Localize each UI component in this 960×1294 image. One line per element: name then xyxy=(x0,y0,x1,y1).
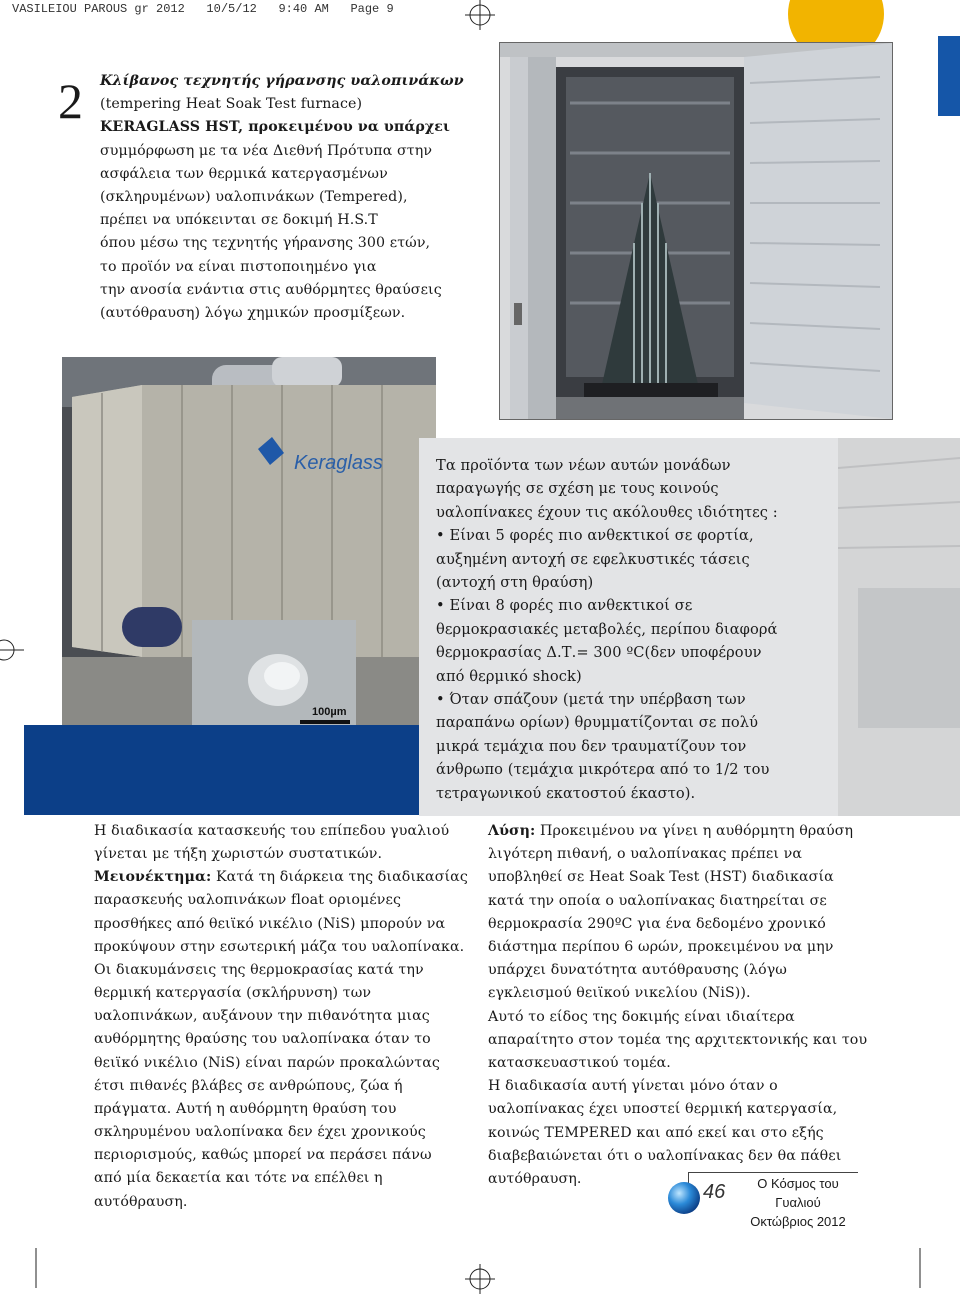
left-line: σκληρυμένου υαλοπίνακα δεν έχει χρονικούς xyxy=(94,1124,426,1141)
disadvantage-label: Μειονέκτημα: xyxy=(94,869,212,886)
side-photo-strip xyxy=(838,438,960,816)
registration-mark-top xyxy=(463,0,497,30)
page-number: 46 xyxy=(703,1181,726,1203)
left-line: έτσι πιθανές βλάβες σε ανθρώπους, ζώα ή xyxy=(94,1077,403,1094)
crop-mark-bottom-right xyxy=(918,1248,942,1288)
right-line: κατασκευαστικού τομέα. xyxy=(488,1055,671,1072)
left-line: υαλοπινάκων, αυξάνουν την πιθανότητα μιας xyxy=(94,1008,430,1025)
right-line: κοινώς TEMPERED και από εκεί και στο εξής xyxy=(488,1124,824,1141)
properties-line: αυξημένη αντοχή σε εφελκυστικές τάσεις xyxy=(436,550,750,568)
right-line: Η διαδικασία αυτή γίνεται μόνο όταν ο xyxy=(488,1078,778,1095)
left-line: θειϊκό νικέλιο (NiS) είναι παρών προκαλώντας xyxy=(94,1054,440,1071)
left-line: προκύψουν στην εσωτερική μάζα του υαλοπίνακα. xyxy=(94,938,465,955)
blue-edge-tab xyxy=(938,36,960,116)
right-line: απαραίτητο στον τομέα της αρχιτεκτονικής και του xyxy=(488,1031,868,1048)
properties-line: • Είναι 5 φορές πιο ανθεκτικοί σε φορτία, xyxy=(436,527,754,545)
intro-line: (tempering Heat Soak Test furnace) xyxy=(100,96,363,113)
left-line xyxy=(94,866,474,889)
left-line: παρασκευής υαλοπινάκων float οριομένες xyxy=(94,892,401,909)
registration-mark-bottom xyxy=(463,1264,497,1294)
properties-line: υαλοπίνακες έχουν τις ακόλουθες ιδιότητες : xyxy=(436,503,778,521)
registration-mark-left xyxy=(0,630,24,670)
magazine-issue: Οκτώβριος 2012 xyxy=(750,1214,846,1229)
left-line: περιορισμούς, καθώς μπορεί να περάσει πάνω xyxy=(94,1147,432,1164)
intro-line: ασφάλεια των θερμικά κατεργασμένων xyxy=(100,165,388,182)
intro-line: πρέπει να υπόκεινται σε δοκιμή H.S.T xyxy=(100,212,378,229)
right-line: θερμοκρασία 290ºC για ένα δεδομένο χρονικό xyxy=(488,915,826,932)
right-line: υπάρχει δυνατότητα αυτόθραυσης (λόγω xyxy=(488,962,787,979)
left-line: Οι διακυμάνσεις της θερμοκρασίας κατά την xyxy=(94,961,424,978)
right-column xyxy=(488,820,888,1191)
footer-rule xyxy=(688,1172,858,1173)
section-number: 2 xyxy=(58,73,83,129)
left-line: θερμική κατεργασία (σκλήρυνση) των xyxy=(94,985,372,1002)
intro-line: Κλίβανος τεχνητής γήρανσης υαλοπινάκων xyxy=(100,73,464,89)
intro-line: την ανοσία ενάντια στις αυθόρμητες θραύσεις xyxy=(100,281,442,298)
right-line-rest: Προκειμένου να γίνει η αυθόρμητη θραύση xyxy=(535,823,854,839)
furnace-photo xyxy=(499,42,893,420)
intro-line: (σκληρυμένων) υαλοπινάκων (Tempered), xyxy=(100,189,408,206)
left-line: προσθήκες από θειϊκό νικέλιο (NiS) μπορούν να xyxy=(94,915,446,932)
right-line: αυτόθραυση. xyxy=(488,1171,582,1188)
properties-text xyxy=(436,454,836,805)
properties-line: Τα προϊόντα των νέων αυτών μονάδων xyxy=(436,457,731,474)
right-line: υαλοπίνακας έχει υποστεί θερμική κατεργασία, xyxy=(488,1101,838,1118)
machine-brand-text: Keraglass xyxy=(294,452,383,474)
right-line: εγκλεισμού θειϊκού νικελίου (NiS)). xyxy=(488,985,751,1002)
right-line: λιγότερη πιθανή, ο υαλοπίνακας πρέπει να xyxy=(488,846,803,863)
right-line xyxy=(488,820,888,843)
properties-line: άνθρωπο (τεμάχια μικρότερα από το 1/2 του xyxy=(436,761,770,779)
intro-paragraph xyxy=(100,70,490,325)
intro-line: συμμόρφωση με τα νέα Διεθνή Πρότυπα στην xyxy=(100,142,433,159)
properties-line: από θερμικό shock) xyxy=(436,667,582,685)
left-column xyxy=(94,820,474,1214)
right-line: Αυτό το είδος της δοκιμής είναι ιδιαίτερα xyxy=(488,1008,795,1025)
left-line: αυθόρμητης θραύσης του υαλοπίνακα όταν το xyxy=(94,1031,431,1048)
properties-line: θερμοκρασιακές μεταβολές, περίπου διαφορά xyxy=(436,620,778,638)
magazine-name: Ο Κόσμος του Γυαλιού xyxy=(757,1176,839,1210)
left-line: πράγματα. Αυτή η αυθόρμητη θραύση του xyxy=(94,1100,397,1117)
right-line: υποβληθεί σε Heat Soak Test (HST) διαδικασία xyxy=(488,869,834,886)
left-line: Η διαδικασία κατασκευής του επίπεδου γυαλιού xyxy=(94,823,450,839)
intro-line: το προϊόν να είναι πιστοποιημένο για xyxy=(100,258,377,275)
properties-line: • Είναι 8 φορές πιο ανθεκτικοί σε xyxy=(436,597,693,615)
properties-line: μικρά τεμάχια που δεν τραυματίζουν τον xyxy=(436,737,747,755)
globe-icon xyxy=(666,1180,702,1216)
right-line: διάστημα περίπου 6 ωρών, προκειμένου να μην xyxy=(488,939,834,956)
intro-line: (αυτόθραυση) λόγω χημικών προσμίξεων. xyxy=(100,305,406,322)
scale-bar-label: 100µm xyxy=(312,706,347,718)
blue-band xyxy=(24,725,440,815)
left-line-rest: Κατά τη διάρκεια της διαδικασίας xyxy=(211,869,468,886)
properties-line: θερμοκρασίας Δ.Τ.= 300 ºC(δεν υποφέρουν xyxy=(436,644,762,662)
left-line: από μία δεκαετία και τότε να επέλθει η xyxy=(94,1170,383,1187)
printer-slug: VASILEIOU PAROUS gr 2012 10/5/12 9:40 AM Page 9 xyxy=(12,2,394,16)
right-line: κατά την οποία ο υαλοπίνακας διατηρείται σε xyxy=(488,892,827,909)
crop-mark-bottom-left xyxy=(14,1248,38,1288)
right-line: διαβεβαιώνεται ότι ο υαλοπίνακας δεν θα πάθει xyxy=(488,1147,842,1164)
footer-magazine xyxy=(740,1174,856,1231)
properties-line: παραγωγής σε σχέση με τους κοινούς xyxy=(436,480,719,498)
properties-line: (αντοχή στη θραύση) xyxy=(436,574,594,592)
intro-line: όπου μέσω της τεχνητής γήρανσης 300 ετών, xyxy=(100,235,431,252)
properties-line: παραπάνω ορίων) θρυμματίζονται σε πολύ xyxy=(436,714,759,732)
properties-line: • Όταν σπάζουν (μετά την υπέρβαση των xyxy=(436,691,746,709)
intro-line: KERAGLASS HST, προκειμένου να υπάρχει xyxy=(100,119,450,136)
properties-line: τετραγωνικού εκατοστού έκαστο). xyxy=(436,784,696,802)
left-line: γίνεται με τήξη χωριστών συστατικών. xyxy=(94,846,383,863)
solution-label: Λύση: xyxy=(488,823,536,839)
left-line: αυτόθραυση. xyxy=(94,1193,188,1210)
